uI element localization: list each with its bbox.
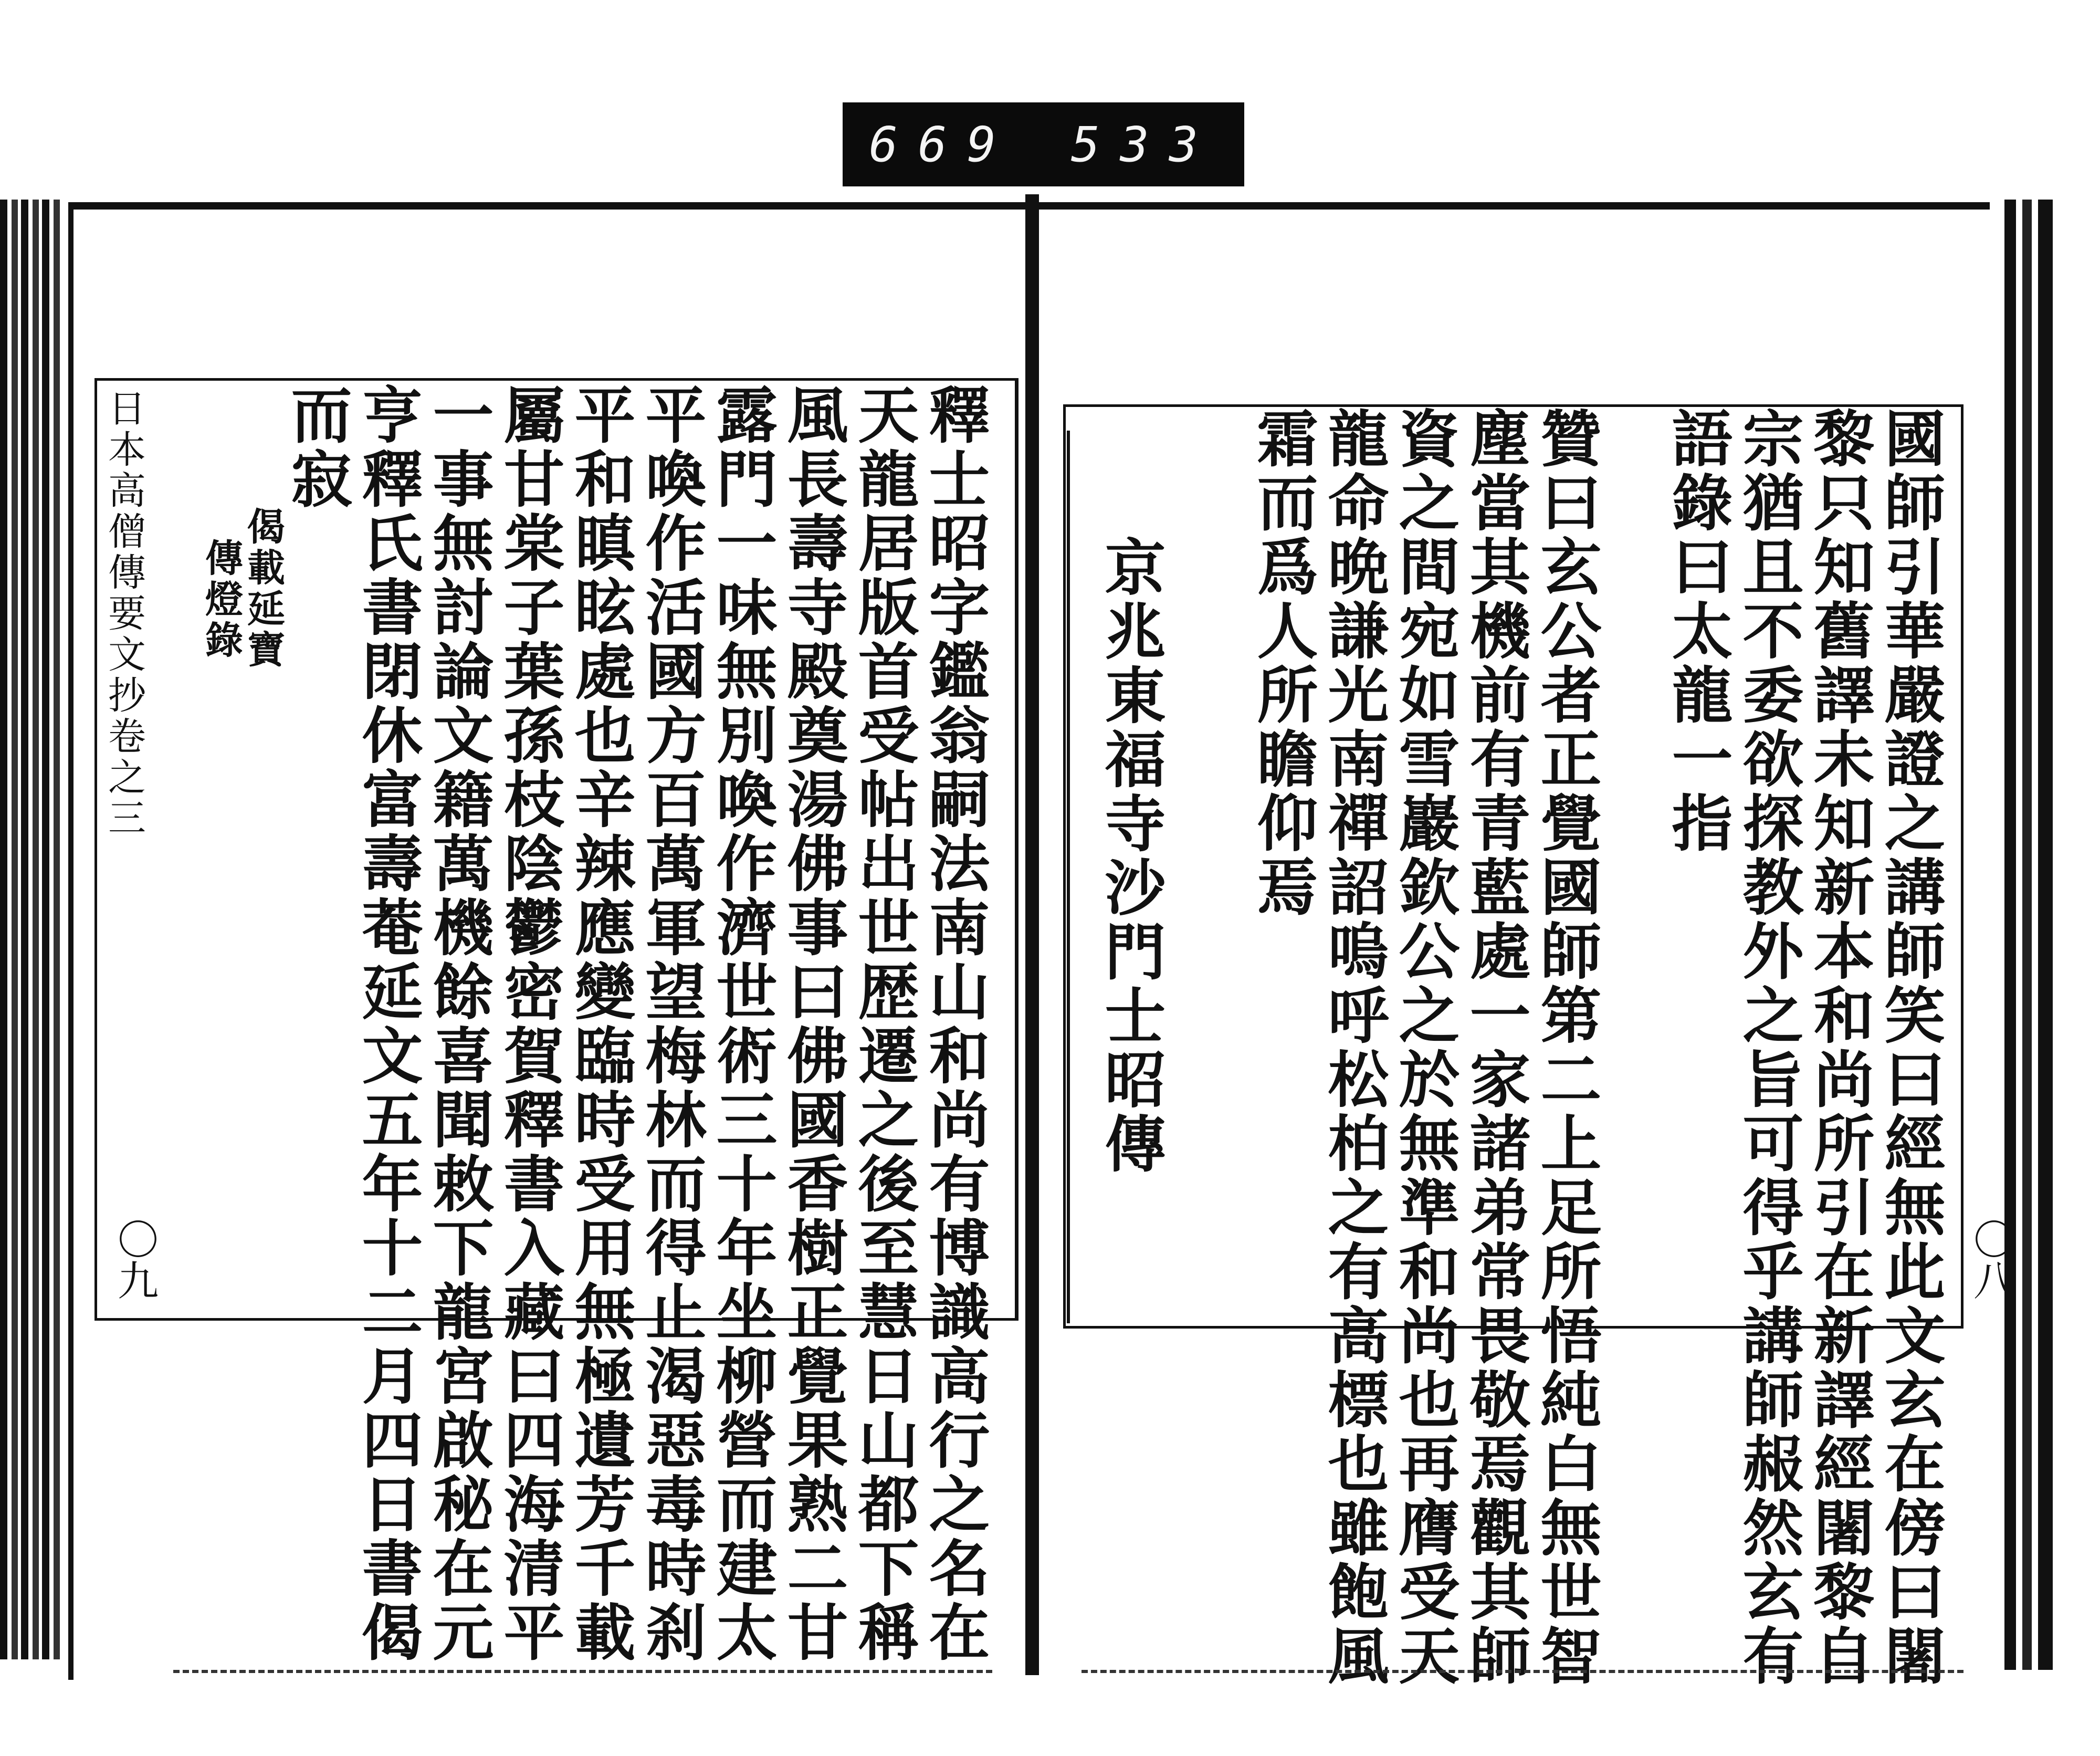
accession-left-number: 669: [869, 116, 1016, 173]
left-page-line-3: 風長壽寺殿奠湯佛事曰佛國香樹正覺果熟二甘: [777, 383, 848, 1665]
right-page-line-2: 黎只知舊譯未知新本和尚所引在新譯經闍黎自: [1803, 407, 1875, 1688]
right-page-line-5: 贊曰玄公者正覺國師第二上足所悟純白無世智: [1530, 407, 1602, 1688]
left-page-note-line-2: 傳燈錄: [199, 538, 244, 661]
left-book-edge: [0, 200, 63, 1659]
right-page-inner-rule: [1067, 431, 1070, 1323]
left-page-line-4: 露門一味無別喚作濟世術三十年坐柳營而建太: [706, 383, 778, 1665]
book-spine: [1025, 194, 1039, 1675]
right-page-line-4: 語錄曰太龍一指: [1662, 407, 1733, 855]
left-page-note-line-1: 偈載延寶: [241, 507, 286, 671]
right-page-folio: 〇八: [1967, 1218, 2014, 1300]
left-page-line-9: 亨釋氏書閉休富壽菴延文五年十二月四日書偈: [352, 383, 423, 1665]
left-page-line-1: 釋士昭字鑑翁嗣法南山和尚有博識高行之名在: [919, 383, 990, 1665]
left-page-bottom-edge: [173, 1670, 992, 1676]
right-page-author-line: 京兆東福寺沙門士昭傳: [1095, 536, 1166, 1176]
accession-label: [843, 102, 1244, 186]
left-page-line-2: 天龍居版首受帖出世歴遷之後至慧日山都下稱: [848, 383, 919, 1665]
left-page-line-8: 一事無討論文籍萬機餘喜聞敕下龍宮啟秘在元: [423, 383, 494, 1665]
accession-right-number: 533: [1070, 116, 1218, 173]
right-page-line-8: 龍命晩謙光南禪詔嗚呼松柏之有高標也雖飽風: [1318, 407, 1389, 1688]
left-page-line-6: 平和瞋眩處也辛辣應變臨時受用無極遺芳千載: [564, 383, 636, 1665]
left-page-folio: 〇九: [111, 1218, 158, 1300]
right-book-edge: [1995, 200, 2100, 1670]
left-page-line-7: 屬甘棠子葉孫枝陰鬱密賀釋書入藏曰四海清平: [494, 383, 565, 1665]
left-page-line-10: 而寂: [281, 383, 352, 511]
scan-top-margin: [0, 0, 2100, 21]
right-page-line-3: 宗猶且不委欲探教外之旨可得乎講師赧然玄有: [1732, 407, 1804, 1688]
right-page-line-9: 霜而爲人所瞻仰焉: [1247, 407, 1318, 919]
right-page-line-7: 資之間宛如雪巖欽公之於無準和尚也再膺受天: [1389, 407, 1460, 1688]
right-page-line-6: 塵當其機前有青藍處一家諸弟常畏敬焉觀其師: [1460, 407, 1531, 1688]
left-page-line-5: 平喚作活國方百萬軍望梅林而得止渴惡毒時刹: [635, 383, 707, 1665]
left-page-margin-title: 日本高僧傳要文抄卷之三: [102, 389, 146, 839]
right-page-bottom-edge: [1082, 1670, 1964, 1676]
right-page-line-1: 國師引華嚴證之講師笑曰經無此文玄在傍曰闍: [1874, 407, 1946, 1688]
